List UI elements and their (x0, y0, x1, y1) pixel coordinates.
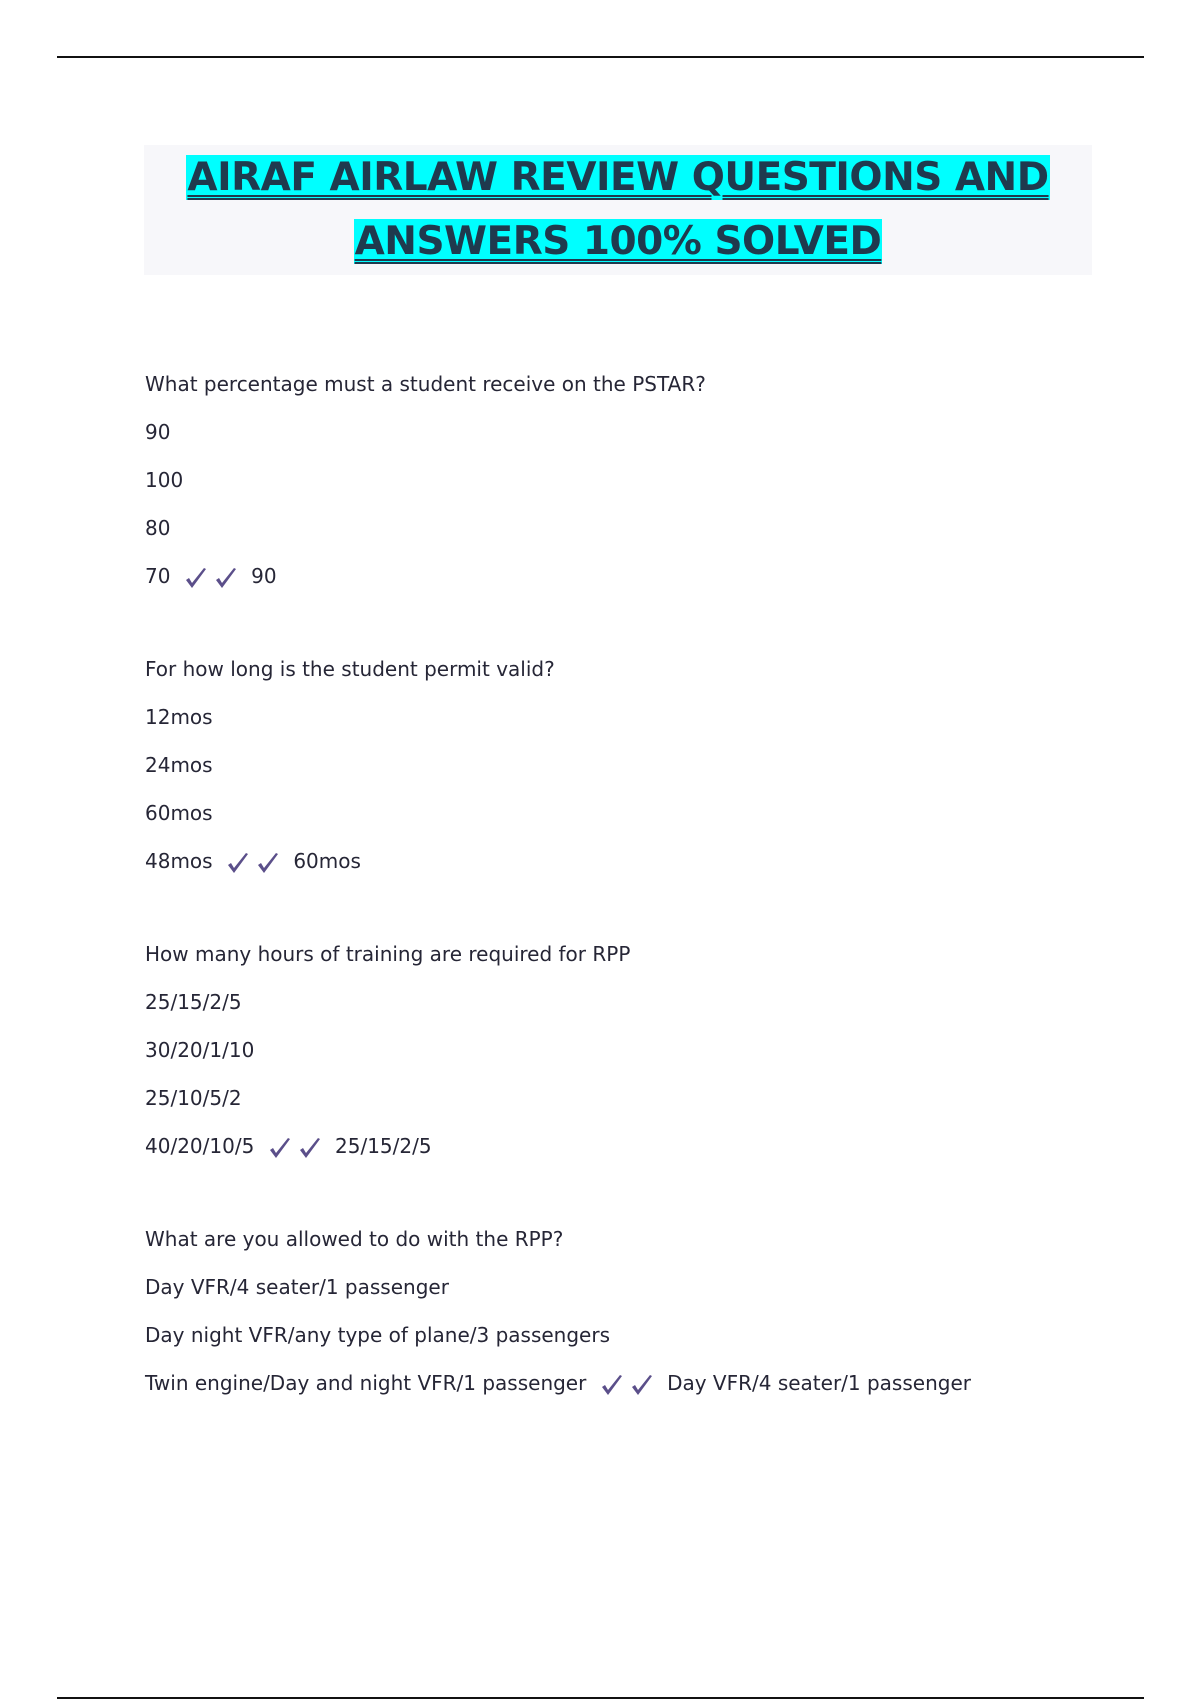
option: 40/20/10/5 (145, 1134, 255, 1158)
option: Day night VFR/any type of plane/3 passengers (145, 1323, 610, 1347)
question-text: How many hours of training are required for RPP (145, 942, 631, 966)
option: 30/20/1/10 (145, 1038, 255, 1062)
title-line-1: AIRAF AIRLAW REVIEW QUESTIONS AND (187, 155, 1049, 200)
option: 24mos (145, 753, 213, 777)
checkmark-icon (183, 566, 209, 592)
checkmark-icon (297, 1136, 323, 1162)
footer-rule (57, 1697, 1144, 1699)
correct-answer: Day VFR/4 seater/1 passenger (667, 1371, 971, 1395)
question-text: What percentage must a student receive on the PSTAR? (145, 372, 706, 396)
question-text: What are you allowed to do with the RPP? (145, 1227, 564, 1251)
question-block (145, 653, 1125, 895)
checkmark-icon (629, 1373, 655, 1399)
title-box (144, 145, 1092, 275)
option: 80 (145, 516, 171, 540)
correct-answer: 25/15/2/5 (335, 1134, 432, 1158)
option: 48mos (145, 849, 213, 873)
option: 60mos (145, 801, 213, 825)
answer-checkmarks (183, 562, 243, 594)
checkmark-icon (267, 1136, 293, 1162)
option: 25/15/2/5 (145, 990, 242, 1014)
option: 12mos (145, 705, 213, 729)
question-block (145, 1223, 1125, 1417)
answer-checkmarks (599, 1369, 659, 1401)
correct-answer: 60mos (293, 849, 361, 873)
option: Day VFR/4 seater/1 passenger (145, 1275, 449, 1299)
option-with-answer (145, 1130, 1125, 1180)
header-rule (57, 56, 1144, 58)
option: 100 (145, 468, 184, 492)
correct-answer: 90 (251, 564, 277, 588)
question-block (145, 938, 1125, 1180)
option: 90 (145, 420, 171, 444)
answer-checkmarks (267, 1132, 327, 1164)
option: 25/10/5/2 (145, 1086, 242, 1110)
question-text: For how long is the student permit valid? (145, 657, 555, 681)
answer-checkmarks (225, 847, 285, 879)
questions-list (145, 368, 1125, 1460)
option-with-answer (145, 845, 1125, 895)
checkmark-icon (213, 566, 239, 592)
option: Twin engine/Day and night VFR/1 passenger (145, 1371, 587, 1395)
option-with-answer (145, 560, 1125, 610)
document-title (144, 145, 1092, 274)
title-line-2: ANSWERS 100% SOLVED (354, 219, 882, 264)
checkmark-icon (255, 851, 281, 877)
checkmark-icon (599, 1373, 625, 1399)
option: 70 (145, 564, 171, 588)
checkmark-icon (225, 851, 251, 877)
option-with-answer (145, 1367, 1125, 1417)
question-block (145, 368, 1125, 610)
